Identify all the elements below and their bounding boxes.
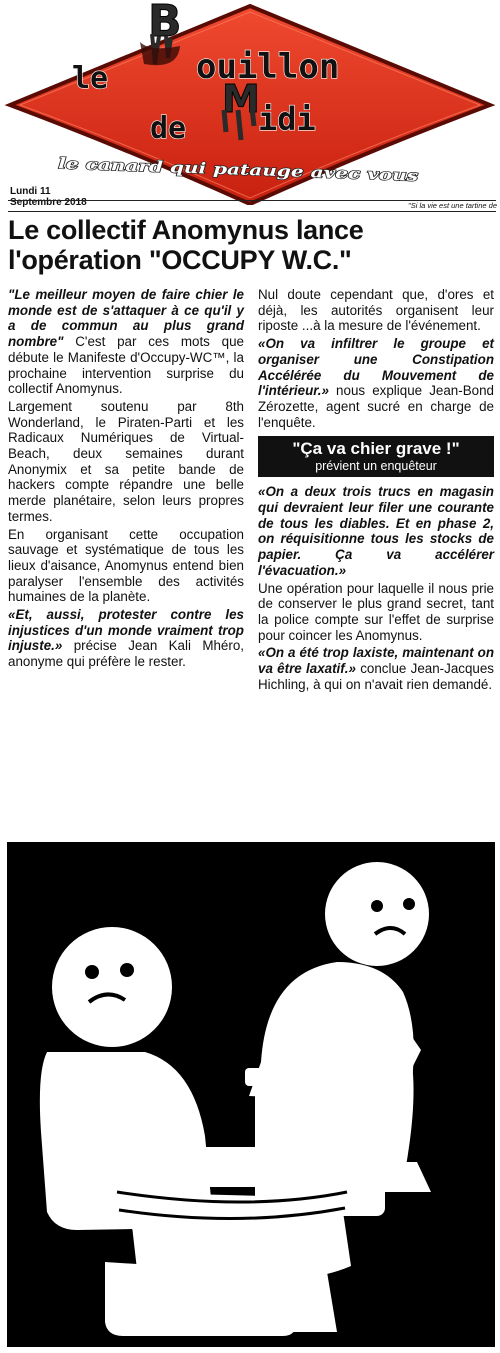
callout-quote: "Ça va chier grave !" xyxy=(292,439,460,459)
header-slogan: "Si la vie est une tartine de xyxy=(408,201,497,210)
pull-quote: «On a été trop laxiste, maintenant on va être laxatif.» xyxy=(258,645,494,677)
dateline-bottom-rule xyxy=(8,211,496,212)
masthead-tagline: le canard qui patauge avec vous xyxy=(57,154,328,182)
toilet-illustration xyxy=(7,842,495,1347)
paragraph: Une opération pour laquelle il nous prie de conserver le plus grand secret, tant la police compte sur l'effet de surprise pour coincer les Anomynus. xyxy=(258,580,494,643)
paragraph xyxy=(8,287,244,397)
svg-text:M: M xyxy=(222,77,260,121)
svg-text:B: B xyxy=(148,0,182,47)
paragraph xyxy=(258,336,494,430)
issue-day: Lundi 11 xyxy=(10,186,51,197)
issue-date xyxy=(10,186,87,208)
masthead-logo xyxy=(0,0,500,205)
pull-quote: «On va infiltrer le groupe et organiser une Constipation Accélérée du Mouvement de l'intérieur.» xyxy=(258,336,494,399)
paragraph-text: nous explique Jean-Bond Zérozette, agent sucré en charge de l'enquête. xyxy=(258,383,494,430)
article-headline: Le collectif Anomynus lance l'opération "OCCUPY W.C." xyxy=(8,215,364,275)
paragraph xyxy=(258,484,494,578)
pull-quote: «On a deux trois trucs en magasin qui devraient leur filer une courante de tous les diables. Et en phase 2, on réquisitionne tous les stocks de papier. Ça va accélérer l'évacuation.» xyxy=(258,484,494,578)
paragraph-text: conclue Jean-Jacques Hichling, à qui on n'avait rien demandé. xyxy=(258,661,494,692)
masthead-word-de: de xyxy=(150,111,187,146)
masthead-word-ouillon: ouillon xyxy=(196,47,340,87)
pull-quote: «Et, aussi, protester contre les injustices d'un monde vraiment trop injuste.» xyxy=(8,607,244,654)
paragraph xyxy=(8,607,244,670)
issue-month-year: Septembre 2018 xyxy=(10,197,87,208)
article-column-left xyxy=(8,287,244,672)
pull-quote: "Le meilleur moyen de faire chier le monde est de s'attaquer à ce qu'il y a de commun au plus grand nombre" xyxy=(8,287,244,350)
paragraph: En organisant cette occupation sauvage et systématique de tous les lieux d'aisance, Anomynus entend bien paralyser l'ensemble des activités humaines de la planète. xyxy=(8,526,244,605)
paragraph: Largement soutenu par 8th Wonderland, le Piraten-Parti et les Radicaux Numériques de Virtual-Beach, deux semaines durant Anonymix et sa petite bande de hackers compte répandre une belle merde planétaire, selon leurs propres termes. xyxy=(8,398,244,524)
paragraph xyxy=(258,645,494,692)
callout-attribution: prévient un enquêteur xyxy=(315,459,437,474)
initial-b xyxy=(140,0,182,65)
paragraph-text: C'est par ces mots que débute le Manifeste d'Occupy-WC™, la prochaine intervention surprise du collectif Anomynus. xyxy=(8,334,244,397)
article-column-right xyxy=(258,287,494,694)
callout-box xyxy=(258,436,494,477)
masthead-word-le: le xyxy=(72,61,109,96)
masthead-word-idi: idi xyxy=(258,100,316,138)
paragraph-text: précise Jean Kali Mhéro, anonyme qui préfère le rester. xyxy=(8,638,244,670)
paragraph: Nul doute cependant que, d'ores et déjà, les autorités organisent leur riposte ...à la mesure de l'événement. xyxy=(258,287,494,334)
two-sad-figures-on-toilet-icon xyxy=(7,842,495,1347)
